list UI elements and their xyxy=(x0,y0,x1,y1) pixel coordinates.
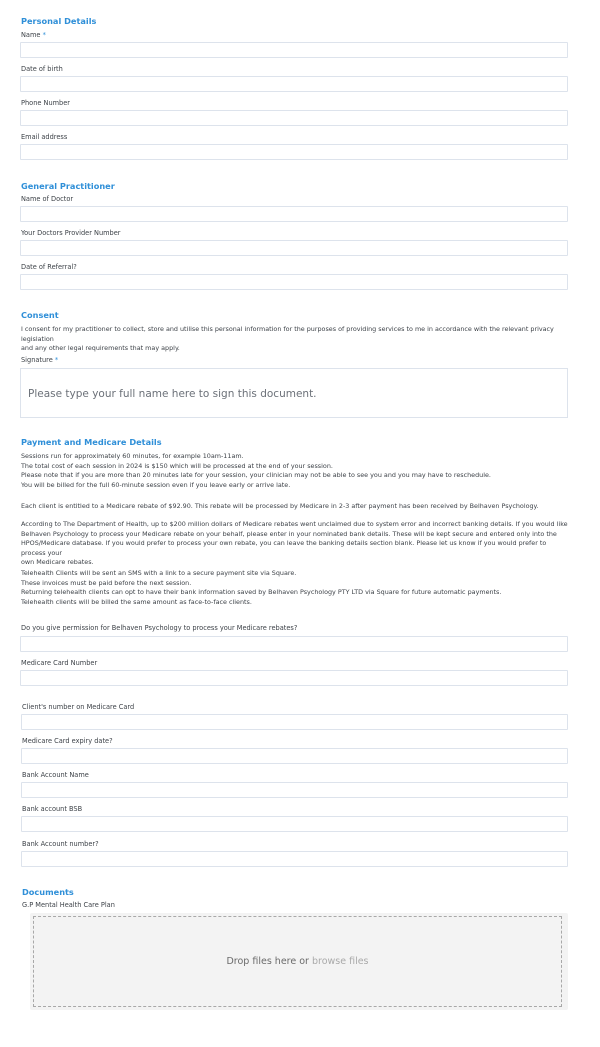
bank-name-label: Bank Account Name xyxy=(22,771,89,779)
payment-info-banking xyxy=(21,520,571,568)
bsb-input[interactable] xyxy=(21,816,568,832)
documents-heading: Documents xyxy=(22,887,74,897)
phone-label: Phone Number xyxy=(21,99,71,107)
text-line: Telehealth Clients will be sent an SMS with a link to a secure payment site via Square. xyxy=(21,569,297,577)
provider-number-label: Your Doctors Provider Number xyxy=(21,229,121,237)
client-number-label: Client's number on Medicare Card xyxy=(22,703,135,711)
medicare-number-label: Medicare Card Number xyxy=(21,659,98,667)
referral-date-input[interactable] xyxy=(20,274,568,290)
text-line: These invoices must be paid before the next session. xyxy=(21,578,192,587)
referral-date-label: Date of Referral? xyxy=(21,263,77,271)
text-line: HPOS/Medicare database. If you would prefer to process your own rebate, you can leave the banking details section blank. Please let us know if you would prefer to process your xyxy=(21,539,547,557)
medicare-expiry-label: Medicare Card expiry date? xyxy=(22,737,113,745)
consent-text-line: I consent for my practitioner to collect, store and utilise this personal information for the purposes of providing services to me in accordance with the relevant privacy legislation xyxy=(21,325,554,343)
text-line: own Medicare rebates. xyxy=(21,558,94,567)
name-input[interactable] xyxy=(20,42,568,58)
dropzone-text xyxy=(226,956,368,967)
dob-label: Date of birth xyxy=(21,65,63,73)
text-line: According to The Department of Health, up to $200 million dollars of Medicare rebates went unclaimed due to system error and incorrect banking details. If you would like xyxy=(21,520,568,528)
consent-text xyxy=(21,325,571,354)
dob-input[interactable] xyxy=(20,76,568,92)
browse-files-link[interactable]: browse files xyxy=(311,956,369,967)
text-line: Telehealth clients will be billed the same amount as face-to-face clients. xyxy=(21,597,252,606)
required-mark: * xyxy=(54,356,59,364)
payment-info-sessions xyxy=(21,452,571,490)
permission-input[interactable] xyxy=(20,636,568,652)
dropzone-border[interactable] xyxy=(33,916,562,1007)
account-number-label: Bank Account number? xyxy=(22,840,99,848)
provider-number-input[interactable] xyxy=(20,240,568,256)
signature-placeholder: Please type your full name here to sign this document. xyxy=(28,388,317,400)
phone-input[interactable] xyxy=(20,110,568,126)
text-line: The total cost of each session in 2024 is $150 which will be processed at the end of your session. xyxy=(21,461,333,470)
text-line: Belhaven Psychology to process your Medicare rebate on your behalf, please enter in your nominated bank details. These will be kept secure and entered only into the xyxy=(21,529,557,538)
payment-info-telehealth xyxy=(21,569,571,607)
account-number-input[interactable] xyxy=(21,851,568,867)
name-label-text: Name xyxy=(21,31,41,39)
email-label: Email address xyxy=(21,133,68,141)
payment-heading: Payment and Medicare Details xyxy=(21,437,162,447)
doctor-name-input[interactable] xyxy=(20,206,568,222)
text-line: Returning telehealth clients can opt to have their bank information saved by Belhaven Psychology PTY LTD via Square for future automatic payments. xyxy=(21,588,502,597)
personal-details-heading: Personal Details xyxy=(21,16,97,26)
gp-heading: General Practitioner xyxy=(21,181,115,191)
signature-input[interactable] xyxy=(20,368,568,418)
signature-label-text: Signature xyxy=(21,356,53,364)
client-number-input[interactable] xyxy=(21,714,568,730)
signature-label xyxy=(21,356,58,364)
payment-info-rebate: Each client is entitled to a Medicare rebate of $92.90. This rebate will be processed by Medicare in 2-3 after payment has been received by Belhaven Psychology. xyxy=(21,502,539,510)
text-line: Sessions run for approximately 60 minutes, for example 10am-11am. xyxy=(21,452,244,460)
required-mark: * xyxy=(42,31,46,39)
medicare-expiry-input[interactable] xyxy=(21,748,568,764)
name-label xyxy=(21,31,46,39)
file-dropzone[interactable] xyxy=(30,913,568,1010)
consent-heading: Consent xyxy=(21,310,59,320)
permission-label: Do you give permission for Belhaven Psychology to process your Medicare rebates? xyxy=(21,624,298,632)
text-line: You will be billed for the full 60-minute session even if you leave early or arrive late. xyxy=(21,480,291,489)
consent-text-line: and any other legal requirements that may apply. xyxy=(21,344,180,353)
bank-name-input[interactable] xyxy=(21,782,568,798)
care-plan-label: G.P Mental Health Care Plan xyxy=(22,901,115,909)
doctor-name-label: Name of Doctor xyxy=(21,195,74,203)
bsb-label: Bank account BSB xyxy=(22,805,83,813)
drop-text: Drop files here or xyxy=(226,956,312,967)
text-line: Please note that if you are more than 20 minutes late for your session, your clinician may not be able to see you and you may have to reschedule. xyxy=(21,471,491,480)
medicare-number-input[interactable] xyxy=(20,670,568,686)
email-input[interactable] xyxy=(20,144,568,160)
